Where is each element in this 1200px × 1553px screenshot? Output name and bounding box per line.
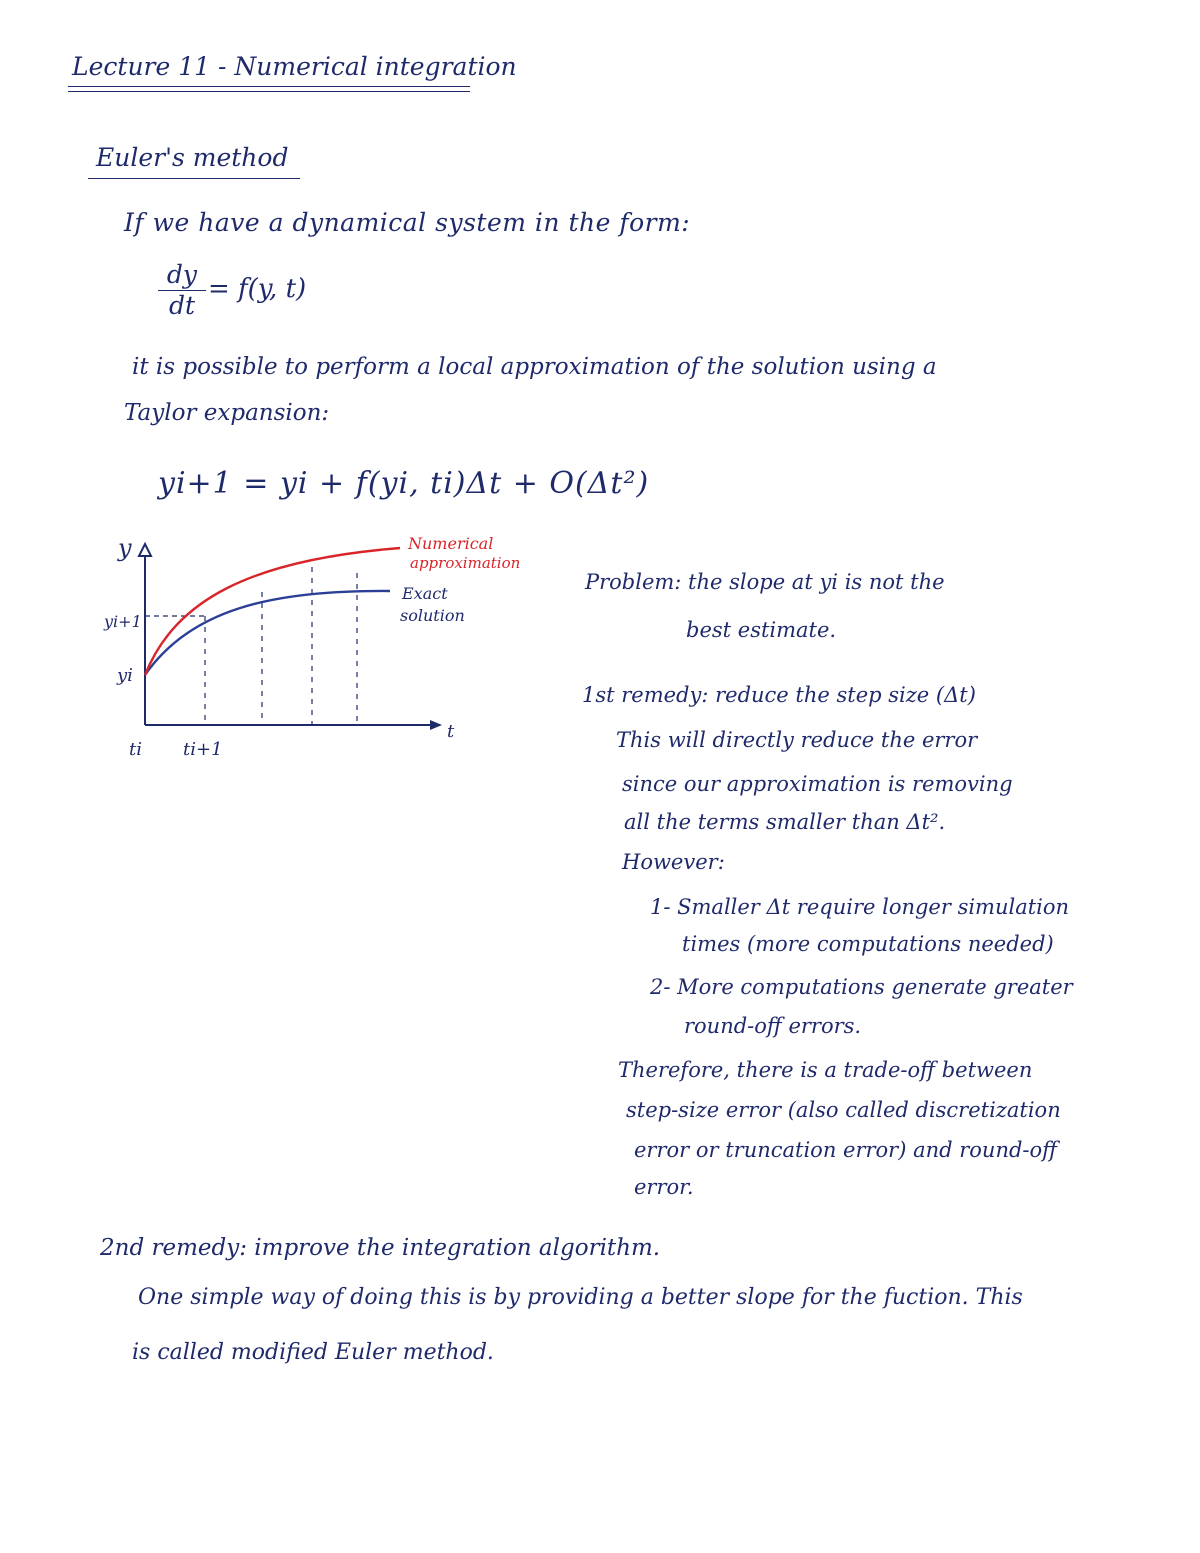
exact-label-line1: Exact xyxy=(402,584,448,603)
remedy2-line2: One simple way of doing this is by providing a better slope for the fuction. This xyxy=(138,1285,1023,1310)
intro-text: If we have a dynamical system in the form: xyxy=(124,208,691,237)
tradeoff-line4: error. xyxy=(634,1175,694,1199)
y-axis-label: y xyxy=(118,534,132,562)
remedy1-line4: all the terms smaller than Δt². xyxy=(624,810,946,834)
tradeoff-line3: error or truncation error) and round-off xyxy=(634,1138,1058,1162)
point1-line1: 1- Smaller Δt require longer simulation xyxy=(650,895,1070,919)
x-tick-right: ti+1 xyxy=(183,739,223,760)
point2-line1: 2- More computations generate greater xyxy=(650,975,1073,999)
remedy2-line3: is called modified Euler method. xyxy=(132,1340,494,1365)
y-tick-lower: yi xyxy=(117,665,133,686)
taylor-text-line1: it is possible to perform a local approximation of the solution using a xyxy=(132,354,937,380)
numerical-approximation-curve xyxy=(145,548,400,675)
x-axis-arrow-icon xyxy=(430,720,442,730)
however-label: However: xyxy=(622,850,725,874)
euler-formula: yi+1 = yi + f(yi, ti)Δt + O(Δt²) xyxy=(158,466,650,501)
remedy1-line1: 1st remedy: reduce the step size (Δt) xyxy=(582,683,976,707)
problem-line2: best estimate. xyxy=(686,618,837,642)
taylor-text-line2: Taylor expansion: xyxy=(124,400,330,426)
exact-solution-curve xyxy=(145,591,390,675)
fraction-numerator: dy xyxy=(166,260,198,289)
x-axis-label: t xyxy=(447,721,455,742)
page-title: Lecture 11 - Numerical integration xyxy=(72,52,517,81)
problem-line1: Problem: the slope at yi is not the xyxy=(585,570,945,594)
remedy1-line2: This will directly reduce the error xyxy=(616,728,978,752)
numerical-label-line1: Numerical xyxy=(408,534,494,553)
x-tick-left: ti xyxy=(129,739,142,760)
numerical-label-line2: approximation xyxy=(410,554,521,572)
tradeoff-line1: Therefore, there is a trade-off between xyxy=(618,1058,1033,1082)
exact-label-line2: solution xyxy=(400,606,465,625)
fraction-denominator: dt xyxy=(168,291,196,320)
point2-line2: round-off errors. xyxy=(684,1014,862,1038)
point1-line2: times (more computations needed) xyxy=(682,932,1054,956)
y-axis-arrow-icon xyxy=(139,544,151,556)
remedy2-line1: 2nd remedy: improve the integration algorithm. xyxy=(100,1235,661,1261)
ode-rhs: = f(y, t) xyxy=(208,274,307,304)
section-heading: Euler's method xyxy=(96,143,289,172)
remedy1-line3: since our approximation is removing xyxy=(622,772,1013,796)
y-tick-upper: yi+1 xyxy=(104,612,142,631)
tradeoff-line2: step-size error (also called discretization xyxy=(626,1098,1061,1122)
